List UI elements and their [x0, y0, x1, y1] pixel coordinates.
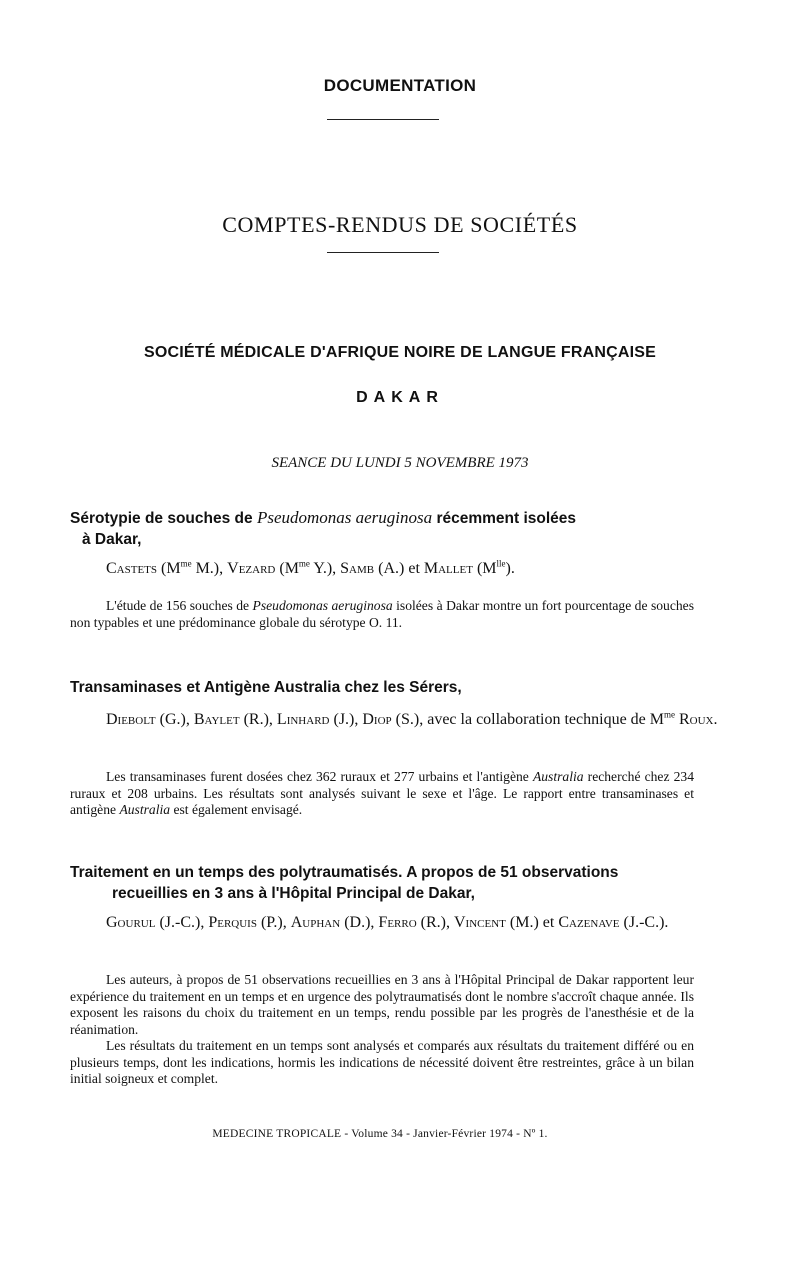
article-1-title-species: Pseudomonas aeruginosa: [256, 508, 433, 527]
seance-date: SEANCE DU LUNDI 5 NOVEMBRE 1973: [271, 455, 529, 471]
section-header: DOCUMENTATION: [323, 76, 477, 95]
header-divider: [327, 119, 439, 120]
article-3-abstract: [70, 972, 694, 1088]
main-title: COMPTES-RENDUS DE SOCIÉTÉS: [222, 212, 578, 237]
article-3-abstract-p1: Les auteurs, à propos de 51 observations recueillies en 3 ans à l'Hôpital Principal de Dakar rapportent leur expérience du traitement en un temps et en urgence des polytraumatisés dont le nombre s'accroît chaque année. Ils exposent les raisons du choix du traitement en un temps, rendu possible par les progrès de l'anesthésie et de la réanimation.: [70, 972, 694, 1037]
article-1-authors: Castets ($M^{me}$ M.), Vezard ($M^{me}$ Y.), Samb (A.) et Mallet $(M^{lle})$.: [106, 558, 515, 577]
article-3-title: Traitement en un temps des polytraumatisés. A propos de 51 observations recueillies en 3 ans à l'Hôpital Principal de Dakar,: [70, 864, 619, 902]
article-2-abstract: Les transaminases furent dosées chez 362 ruraux et 277 urbains et l'antigène Australia recherché chez 234 ruraux et 208 urbains. Les résultats sont analysés suivant le sexe et l'âge. Le rapport entre transaminases et antigène Australia est également envisagé.: [70, 769, 694, 817]
city-name: DAKAR: [356, 389, 444, 406]
journal-footer: MEDECINE TROPICALE - Volume 34 - Janvier-Février 1974 - Nº 1.: [212, 1128, 548, 1140]
article-3-abstract-p2: Les résultats du traitement en un temps sont analysés et comparés aux résultats du traitement différé ou en plusieurs temps, dont les indications, hormis les indications de nécessité doivent être restreintes, grâce à un bilan initial soigneux et complet.: [70, 1038, 694, 1086]
article-2-authors: Diebolt (G.), Baylet (R.), Linhard (J.), Diop (S.), avec la collaboration technique de $M^{me}$ Roux.: [106, 709, 718, 728]
title-divider: [327, 252, 439, 253]
article-3-authors: Gourul (J.-C.), Perquis (P.), Auphan (D.), Ferro (R.), Vincent (M.) et Cazenave (J.-C.).: [106, 914, 669, 931]
article-1-title: Sérotypie de souches de Pseudomonas aeruginosa récemment isolées à Dakar,: [70, 508, 577, 548]
society-name: SOCIÉTÉ MÉDICALE D'AFRIQUE NOIRE DE LANGUE FRANÇAISE: [143, 344, 656, 361]
article-2-title: Transaminases et Antigène Australia chez les Sérers,: [70, 679, 462, 696]
article-1-abstract: L'étude de 156 souches de Pseudomonas aeruginosa isolées à Dakar montre un fort pourcentage de souches non typables et une prédominance globale du sérotype O. 11.: [70, 598, 694, 630]
